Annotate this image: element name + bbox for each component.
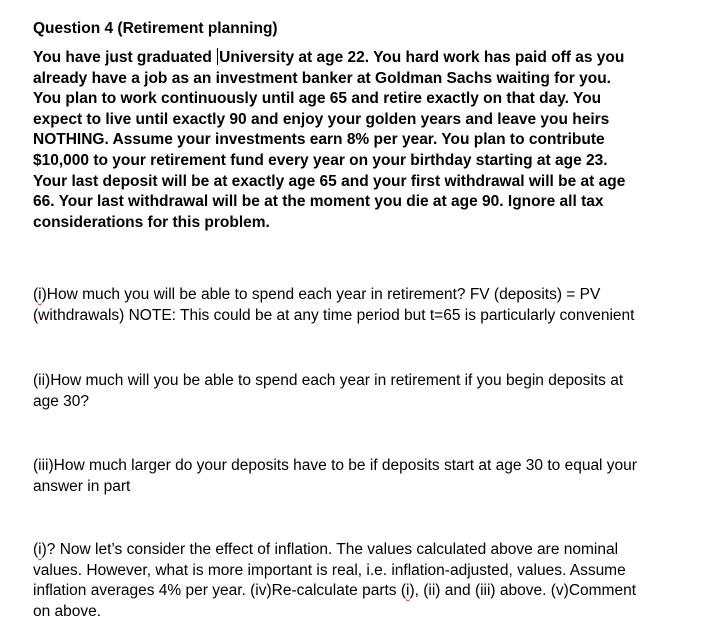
question-line [33,285,634,306]
question-line: age 30? [33,392,90,410]
question-text: inflation averages 4% per year. (iv)Re-calculate parts ( [33,582,407,600]
spellcheck-flagged-word: i [38,541,42,558]
question-text: ), (ii) and (iii) above. (v)Comment [409,582,637,600]
question-line: values. However, what is more important is real, i.e. inflation-adjusted, values. Assume [33,561,626,579]
question-part-i [33,285,634,326]
document-page [33,19,695,620]
question-line: answer in part [33,477,131,495]
intro-line: NOTHING. Assume your investments earn 8% per year. You plan to contribute [33,131,605,149]
question-line: on above. [33,602,102,620]
intro-text: You have just graduated [33,49,212,66]
question-part-ii [33,371,623,412]
intro-line [33,48,695,69]
intro-line: expect to live until exactly 90 and enjoy your golden years and leave you heirs [33,110,610,128]
paren: ( [33,541,39,558]
question-title: Question 4 (Retirement planning) [33,20,278,37]
question-line: (ii)How much will you be able to spend each year in retirement if you begin deposits at [33,372,624,389]
intro-line: 66. Your last withdrawal will be at the moment you die at age 90. Ignore all tax [33,193,604,211]
question-text: )How much you will be able to spend each year in retirement? FV (deposits) = PV [41,286,601,303]
question-line [33,540,636,561]
paren: ( [33,286,39,303]
spellcheck-flagged-word: i [38,286,42,303]
question-line: (iii)How much larger do your deposits have to be if deposits start at age 30 to equal your [33,457,637,474]
question-line: (withdrawals) NOTE: This could be at any time period but t=65 is particularly convenient [33,306,635,324]
question-text: )? Now let’s consider the effect of inflation. The values calculated above are nominal [41,541,619,558]
question-inflation [33,540,636,622]
intro-text: University at age 22. You hard work has paid off as you [219,49,625,66]
spellcheck-flagged-word: i [406,582,410,600]
intro-paragraph [33,48,695,233]
intro-line: $10,000 to your retirement fund every year on your birthday starting at age 23. [33,151,608,169]
question-part-iii [33,456,637,497]
intro-line: considerations for this problem. [33,213,270,231]
intro-line: Your last deposit will be at exactly age 65 and your first withdrawal will be at age [33,172,626,190]
question-line [33,581,636,602]
intro-line: already have a job as an investment banker at Goldman Sachs waiting for you. [33,69,611,87]
intro-line: You plan to work continuously until age 65 and retire exactly on that day. You [33,90,602,108]
